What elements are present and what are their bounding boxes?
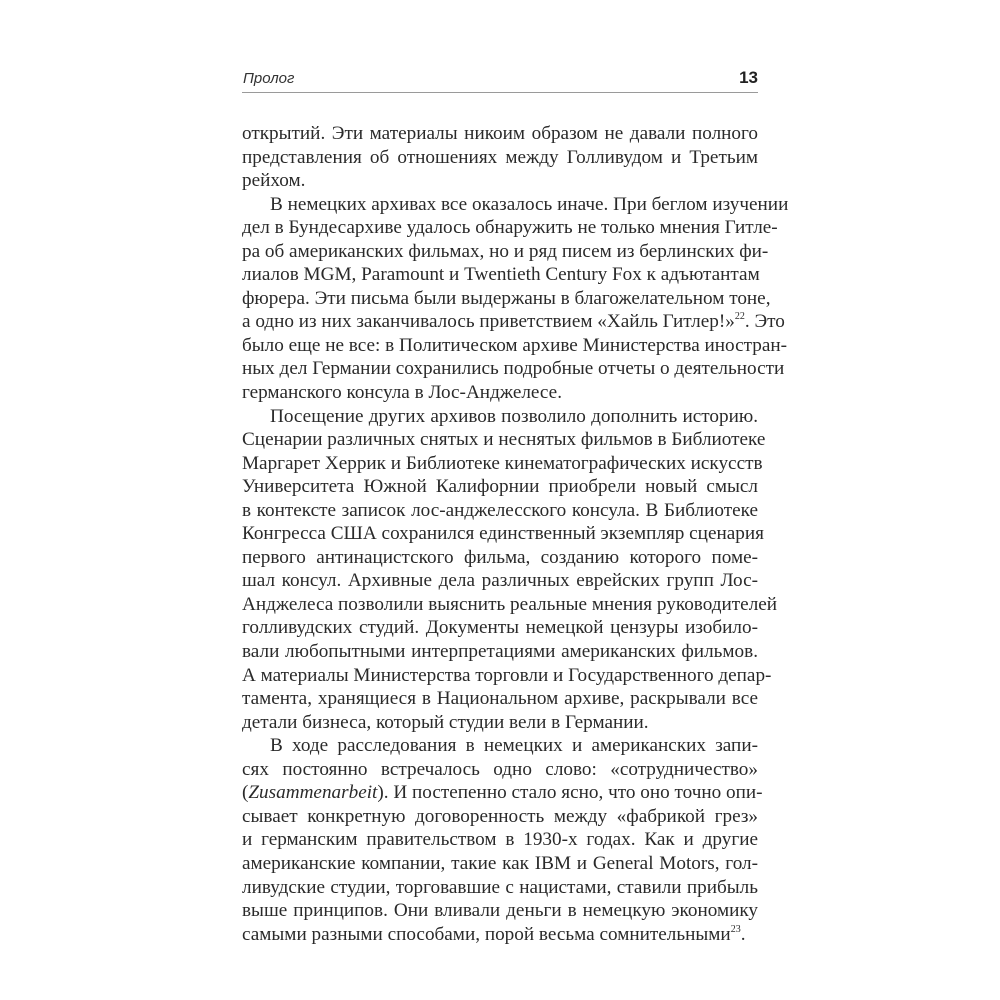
text-line: [242, 475, 758, 499]
text-segment: В немецких архивах все оказалось иначе. При беглом изучении: [270, 193, 789, 215]
paragraph: [242, 734, 763, 946]
text-line: [242, 546, 758, 570]
text-segment: Маргарет Херрик и Библиотеке кинематографических искусств: [242, 452, 763, 474]
text-line: [242, 734, 758, 758]
text-line: [242, 310, 785, 334]
footnote-ref: 23: [730, 923, 741, 935]
text-segment: А материалы Министерства торговли и Государственного депар-: [242, 664, 772, 686]
text-segment: ных дел Германии сохранились подробные отчеты о деятельности: [242, 358, 785, 380]
text-line: [242, 334, 788, 358]
footnote-ref: 22: [734, 311, 745, 323]
text-segment: .: [740, 923, 746, 945]
page-header: [242, 68, 758, 93]
text-segment: самыми разными способами, порой весьма сомнительными: [242, 923, 731, 945]
text-line: [242, 216, 778, 240]
text-line: [242, 758, 758, 782]
text-line: [242, 593, 778, 617]
text-line: [242, 828, 758, 852]
text-line: [242, 287, 771, 311]
text-line: [242, 805, 758, 829]
text-segment: Посещение других архивов позволило дополнить историю.: [270, 405, 758, 427]
text-segment: Университета Южной Калифорнии приобрели новый смысл: [242, 476, 758, 498]
text-segment: вали любопытными интерпретациями американских фильмов.: [242, 641, 758, 663]
paragraph: [242, 122, 758, 193]
text-segment: представления об отношениях между Голливудом и Третьим: [242, 146, 758, 168]
text-line: [242, 899, 758, 923]
text-line: [242, 263, 758, 287]
text-line: [242, 640, 758, 664]
text-segment: ра об американских фильмах, но и ряд писем из берлинских фи-: [242, 240, 769, 262]
text-line: [242, 146, 758, 170]
text-line: [242, 852, 758, 876]
text-line: [242, 240, 769, 264]
text-segment: Анджелеса позволили выяснить реальные мнения руководителей: [242, 593, 778, 615]
text-line: [242, 711, 758, 735]
text-line: [242, 452, 763, 476]
text-line: [242, 569, 758, 593]
text-segment: ). И постепенно стало ясно, что оно точно опи-: [377, 782, 763, 804]
running-title: Пролог: [243, 70, 295, 87]
text-segment: открытий. Эти материалы никоим образом не давали полного: [242, 123, 758, 144]
text-line: [242, 781, 763, 805]
text-segment: шал консул. Архивные дела различных еврейских групп Лос-: [242, 570, 758, 592]
text-line: [242, 405, 758, 429]
text-segment: сывает конкретную договоренность между «фабрикой грез»: [242, 805, 758, 827]
text-segment: Сценарии различных снятых и неснятых фильмов в Библиотеке: [242, 429, 766, 451]
text-segment: было еще не все: в Политическом архиве Министерства иностран-: [242, 334, 788, 356]
text-line: [242, 876, 758, 900]
text-segment: сях постоянно встречалось одно слово: «сотрудничество»: [242, 758, 758, 780]
text-line: [242, 664, 772, 688]
paragraph: [242, 405, 778, 735]
text-segment: В ходе расследования в немецких и американских запи-: [270, 735, 758, 757]
text-line: [242, 169, 758, 193]
italic-term: Zusammenarbeit: [248, 782, 378, 804]
text-line: [242, 687, 758, 711]
text-line: [242, 381, 758, 405]
text-line: [242, 923, 758, 947]
text-segment: германского консула в Лос-Анджелесе.: [242, 382, 562, 404]
text-segment: выше принципов. Они вливали деньги в немецкую экономику: [242, 900, 758, 922]
text-line: [242, 616, 758, 640]
text-segment: и германским правительством в 1930-х годах. Как и другие: [242, 829, 758, 851]
text-segment: лиалов MGM, Paramount и Twentieth Century Fox к адъютантам: [242, 264, 760, 286]
text-line: [242, 499, 758, 523]
text-segment: голливудских студий. Документы немецкой цензуры изобило-: [242, 617, 758, 639]
text-line: [242, 522, 764, 546]
text-line: [242, 193, 789, 217]
text-segment: . Это: [744, 311, 785, 333]
text-segment: детали бизнеса, который студии вели в Германии.: [242, 711, 649, 733]
text-line: [242, 122, 758, 146]
page-number: 13: [739, 68, 758, 87]
text-line: [242, 428, 766, 452]
text-segment: а одно из них заканчивалось приветствием «Хайль Гитлер!»: [242, 311, 735, 333]
body-text: [242, 122, 789, 946]
text-segment: в контексте записок лос-анджелесского консула. В Библиотеке: [242, 499, 758, 521]
text-segment: Конгресса США сохранился единственный экземпляр сценария: [242, 523, 764, 545]
text-segment: ливудские студии, торговавшие с нацистами, ставили прибыль: [242, 876, 758, 898]
text-segment: фюрера. Эти письма были выдержаны в благожелательном тоне,: [242, 287, 771, 309]
text-segment: (: [242, 782, 249, 804]
text-segment: первого антинацистского фильма, созданию которого поме-: [242, 546, 758, 568]
text-segment: дел в Бундесархиве удалось обнаружить не только мнения Гитле-: [242, 217, 778, 239]
paragraph: [242, 193, 789, 405]
text-segment: американские компании, такие как IBM и General Motors, гол-: [242, 852, 758, 874]
text-segment: тамента, хранящиеся в Национальном архиве, раскрывали все: [242, 688, 758, 710]
text-segment: рейхом.: [242, 170, 306, 192]
text-line: [242, 357, 785, 381]
